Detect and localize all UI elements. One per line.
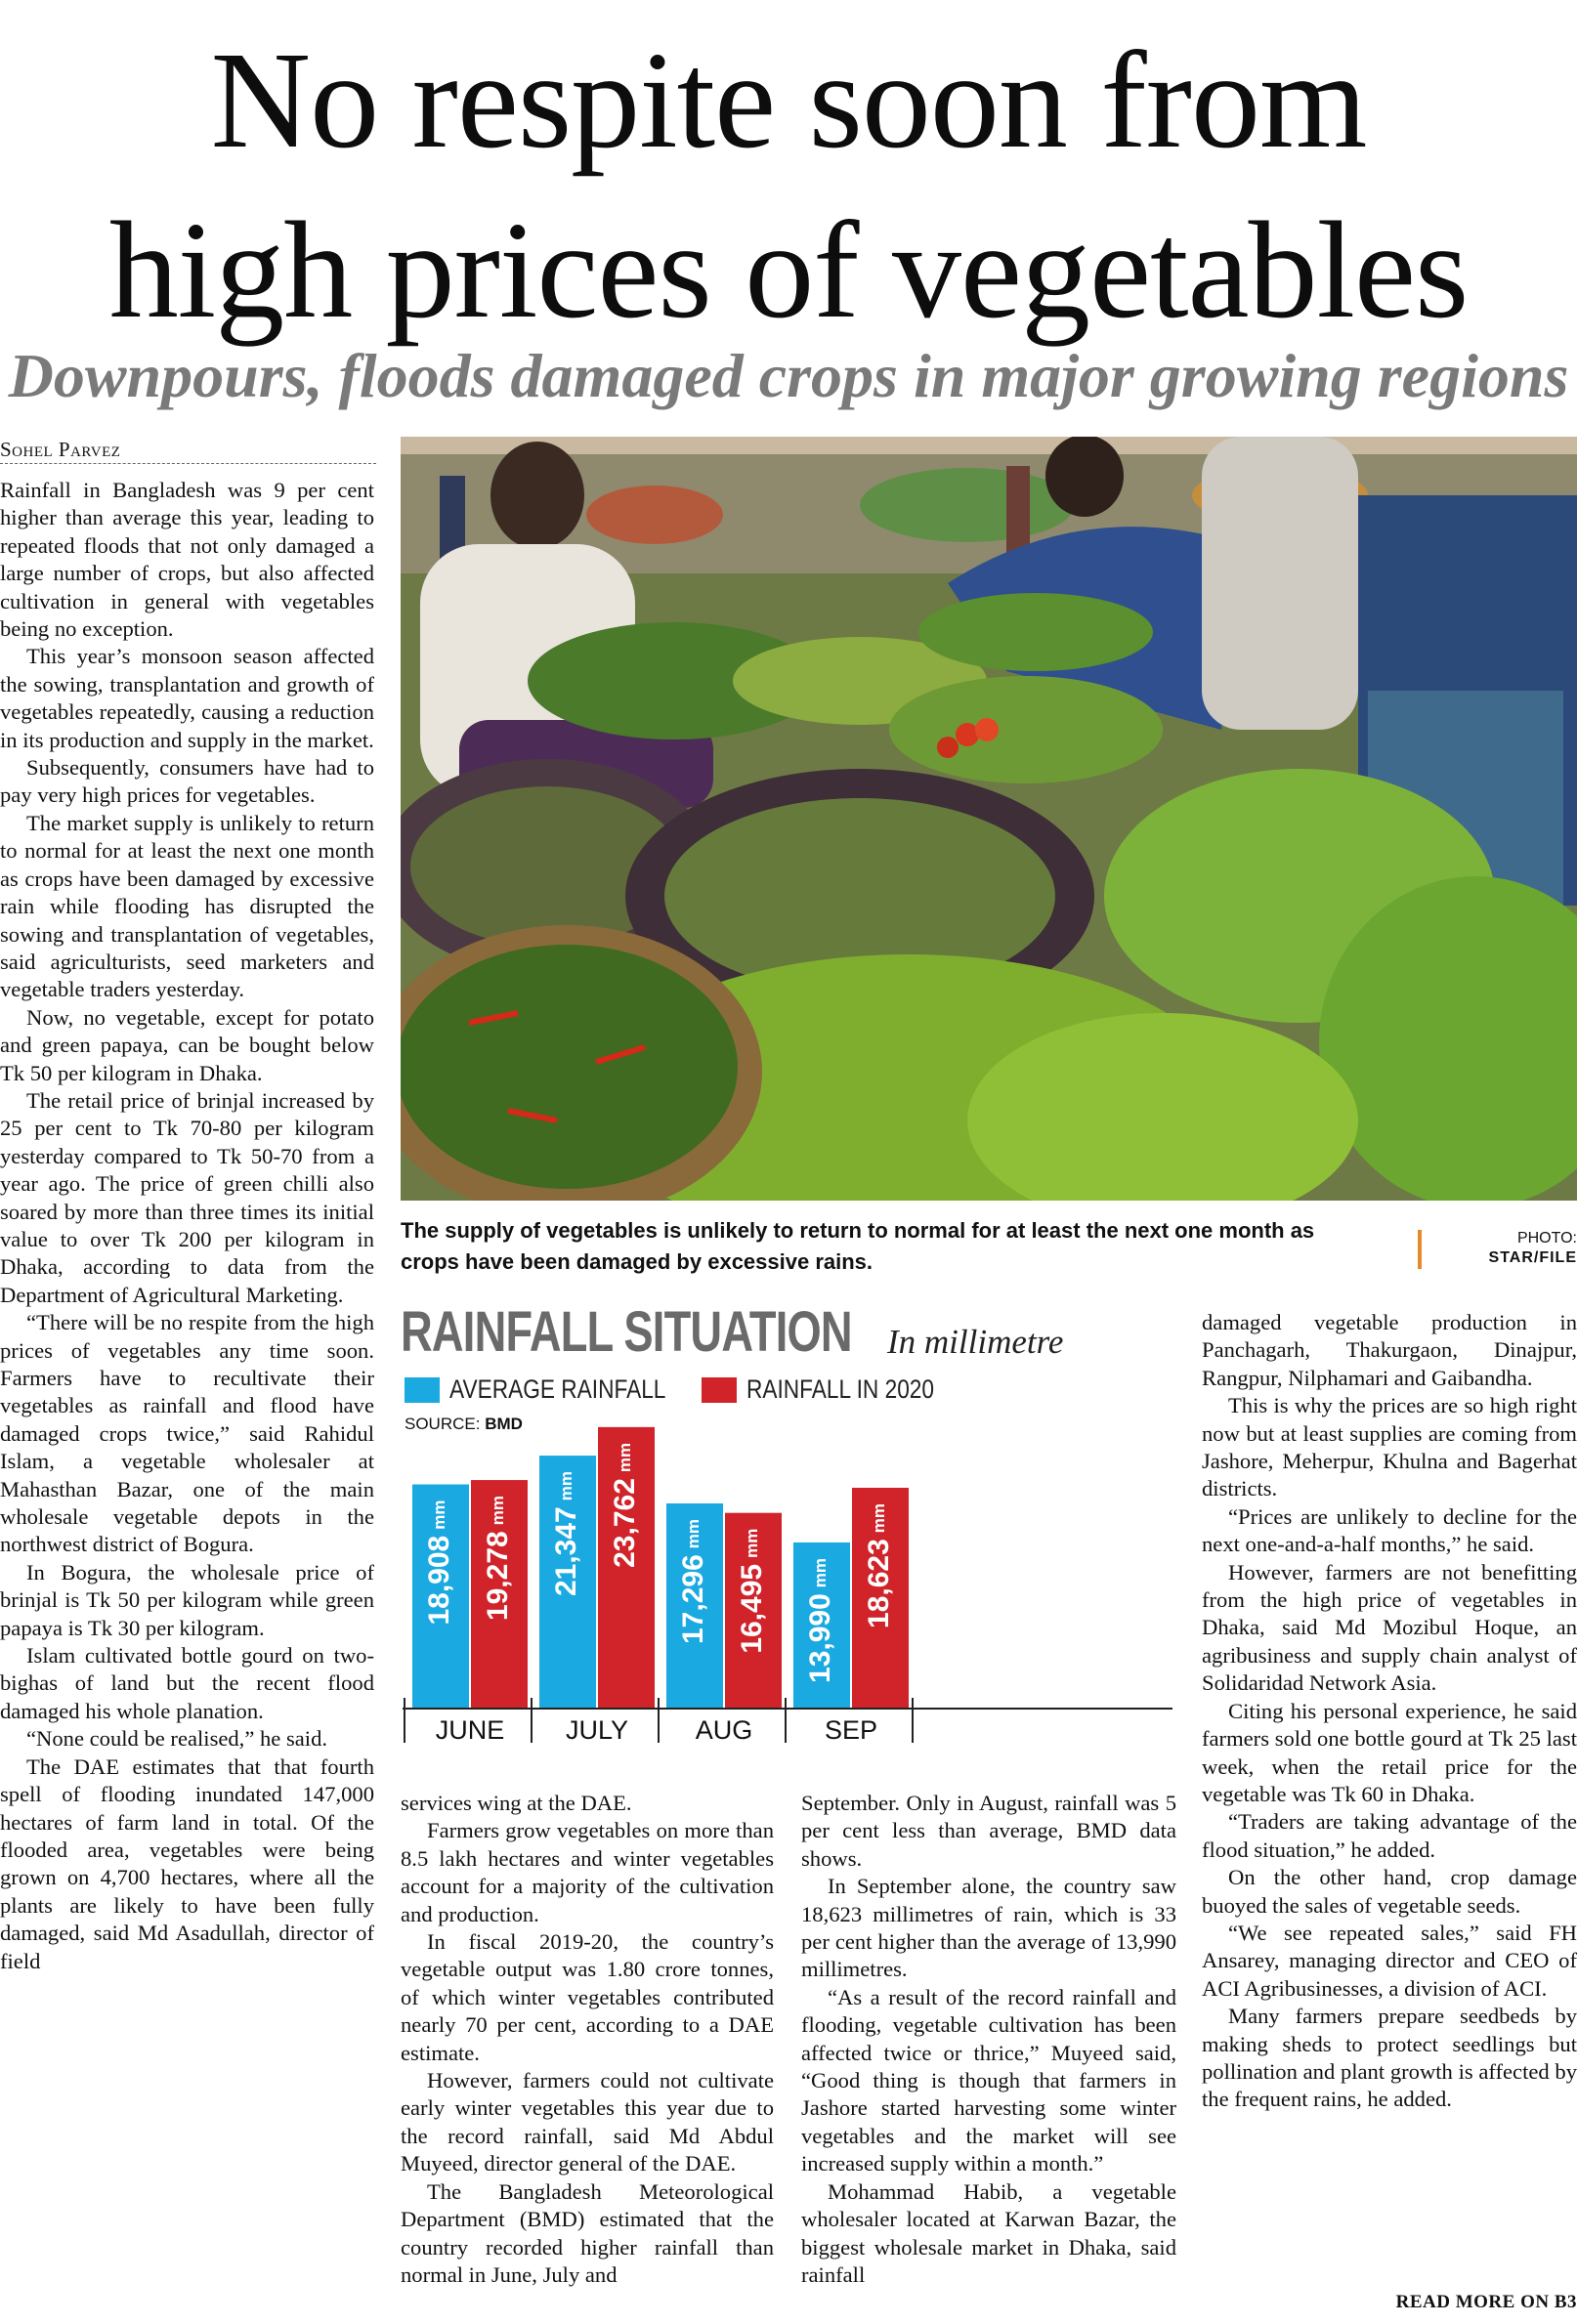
- byline-rule: [0, 463, 376, 464]
- article-column-4: [1202, 1309, 1577, 2114]
- article-paragraph: “As a result of the record rainfall and flooding, vegetable cultivation has been affected twice or thrice,” Muyeed said, “Good thing is though that farmers in Jashore started harvesting some winter vegetables and the market will see increased supply within a month.”: [801, 1984, 1176, 2176]
- article-paragraph: The DAE estimates that that fourth spell of flooding inundated 147,000 hectares of farm land in total. Of the flooded area, vegetables were being grown on 4,700 hectares, where all the plants are likely to have been fully damaged, said Md Asadullah, director of field: [0, 1754, 374, 1973]
- bar-value-label: 16,495mm: [735, 1528, 768, 1654]
- article-paragraph: Rainfall in Bangladesh was 9 per cent higher than average this year, leading to repeated floods that not only damaged a large number of crops, but also affected cultivation in general with vegetables being no exception.: [0, 478, 374, 642]
- article-paragraph: Mohammad Habib, a vegetable wholesaler located at Karwan Bazar, the biggest wholesale market in Dhaka, said rainfall: [801, 2178, 1176, 2287]
- article-paragraph: In September alone, the country saw 18,623 millimetres of rain, which is 33 per cent higher than the average of 13,990 millimetres.: [801, 1874, 1176, 1982]
- legend-label-average: AVERAGE RAINFALL: [449, 1374, 666, 1404]
- x-tick-label-sep: SEP: [824, 1715, 878, 1745]
- photo-credit-source: STAR/FILE: [1488, 1249, 1577, 1266]
- article-paragraph: “We see repeated sales,” said FH Ansarey, managing director and CEO of ACI Agribusinesses, a division of ACI.: [1202, 1920, 1577, 2001]
- photo-credit: [1427, 1229, 1577, 1268]
- headline-line-1: No respite soon from: [210, 22, 1367, 177]
- bar-value-label: 19,278mm: [481, 1496, 514, 1622]
- deck-subheadline: Downpours, floods damaged crops in major growing regions: [8, 341, 1569, 410]
- bar-value-label: 21,347mm: [549, 1471, 582, 1597]
- bar-value-label: 13,990mm: [803, 1557, 836, 1683]
- article-paragraph: Islam cultivated bottle gourd on two-bighas of land but the recent flood damaged his whole planation.: [0, 1643, 374, 1723]
- rainfall-bar-chart: [401, 1299, 1182, 1778]
- photo-credit-label: PHOTO:: [1516, 1230, 1577, 1247]
- bar-value-label: 18,908mm: [422, 1500, 455, 1626]
- article-paragraph: Subsequently, consumers have had to pay very high prices for vegetables.: [0, 755, 374, 808]
- headline-line-2: high prices of vegetables: [108, 192, 1469, 347]
- byline: Sohel Parvez: [0, 438, 121, 461]
- article-column-3: [801, 1790, 1176, 2289]
- article-paragraph: Citing his personal experience, he said farmers sold one bottle gourd at Tk 25 last week, when the retail price for the vegetable was Tk 60 in Dhaka.: [1202, 1698, 1577, 1806]
- article-column-1: [0, 477, 374, 1975]
- article-paragraph: This year’s monsoon season affected the sowing, transplantation and growth of vegetables repeatedly, causing a reduction in its production and supply in the market.: [0, 644, 374, 752]
- market-photo: [401, 437, 1577, 1201]
- article-paragraph: Now, no vegetable, except for potato and green papaya, can be bought below Tk 50 per kilogram in Dhaka.: [0, 1004, 374, 1085]
- article-paragraph: In fiscal 2019-20, the country’s vegetable output was 1.80 crore tonnes, of which winter vegetables contributed nearly 70 per cent, according to a DAE estimate.: [401, 1929, 774, 2065]
- chart-source-value: BMD: [485, 1415, 523, 1433]
- chart-title: RAINFALL SITUATION: [401, 1300, 852, 1364]
- bar-value-label: 23,762mm: [608, 1442, 641, 1568]
- photo-caption: The supply of vegetables is unlikely to return to normal for at least the next one month as crops have been damaged by excessive rains.: [401, 1218, 1315, 1274]
- article-paragraph: “There will be no respite from the high prices of vegetables any time soon. Farmers have to recultivate their vegetables as rainfall and flood have damaged crops twice,” said Rahidul Islam, a vegetable wholesaler at Mahasthan Bazar, one of the main wholesale vegetable depots in the northwest district of Bogura.: [0, 1310, 374, 1557]
- article-paragraph: services wing at the DAE.: [401, 1791, 632, 1815]
- article-paragraph: “None could be realised,” he said.: [26, 1726, 328, 1752]
- credit-accent-bar: [1418, 1230, 1422, 1269]
- article-paragraph: On the other hand, crop damage buoyed the sales of vegetable seeds.: [1202, 1865, 1577, 1918]
- rainfall-chart: [401, 1299, 1182, 1778]
- article-paragraph: September. Only in August, rainfall was 5 per cent less than average, BMD data shows.: [801, 1791, 1176, 1871]
- bar-value-label: 18,623mm: [862, 1502, 895, 1628]
- legend-label-2020: RAINFALL IN 2020: [746, 1374, 935, 1404]
- vegetable-market-illustration: [401, 437, 1577, 1201]
- article-paragraph: The Bangladesh Meteorological Department (BMD) estimated that the country recorded higher rainfall than normal in June, July and: [401, 2178, 774, 2287]
- chart-source-label: SOURCE:: [405, 1415, 481, 1433]
- article-paragraph: This is why the prices are so high right now but at least supplies are coming from Jashore, Meherpur, Khulna and Bagerhat districts.: [1202, 1393, 1577, 1501]
- article-paragraph: The market supply is unlikely to return to normal for at least the next one month as crops have been damaged by excessive rain while flooding has disrupted the sowing and transplantation of vegetables, said agriculturists, seed marketers and vegetable traders yesterday.: [0, 810, 374, 1002]
- chart-subtitle: In millimetre: [887, 1323, 1064, 1361]
- article-paragraph: The retail price of brinjal increased by 25 per cent to Tk 70-80 per kilogram yesterday compared to Tk 50-70 from a year ago. The price of green chilli also soared by more than three times its initial value to over Tk 200 per kilogram in Dhaka, according to data from the Department of Agricultural Marketing.: [0, 1087, 374, 1307]
- article-paragraph: Farmers grow vegetables on more than 8.5 lakh hectares and winter vegetables account for a majority of the cultivation and production.: [401, 1818, 774, 1926]
- headline: [0, 15, 1577, 355]
- article-paragraph: damaged vegetable production in Panchagarh, Thakurgaon, Dinajpur, Rangpur, Nilphamari and Gaibandha.: [1202, 1310, 1577, 1390]
- x-tick-label-july: JULY: [565, 1715, 629, 1745]
- read-more-jump[interactable]: READ MORE ON B3: [1395, 2292, 1577, 2312]
- x-tick-label-aug: AUG: [695, 1715, 753, 1745]
- x-tick-label-june: JUNE: [435, 1715, 505, 1745]
- article-column-2: [401, 1790, 774, 2289]
- article-paragraph: In Bogura, the wholesale price of brinjal is Tk 50 per kilogram while green papaya is Tk 30 per kilogram.: [0, 1559, 374, 1640]
- article-paragraph: However, farmers are not benefitting from the high price of vegetables in Dhaka, said Md Mozibul Hoque, an agribusiness and supply chain analyst of Solidaridad Network Asia.: [1202, 1559, 1577, 1696]
- article-paragraph: Many farmers prepare seedbeds by making sheds to protect seedlings but pollination and plant growth is affected by the frequent rains, he added.: [1202, 2004, 1577, 2112]
- article-paragraph: “Traders are taking advantage of the flood situation,” he added.: [1202, 1809, 1577, 1862]
- bar-value-label: 17,296mm: [676, 1519, 709, 1645]
- article-paragraph: “Prices are unlikely to decline for the next one-and-a-half months,” he said.: [1202, 1503, 1577, 1557]
- article-paragraph: However, farmers could not cultivate early winter vegetables this year due to the record rainfall, said Md Abdul Muyeed, director general of the DAE.: [401, 2068, 774, 2176]
